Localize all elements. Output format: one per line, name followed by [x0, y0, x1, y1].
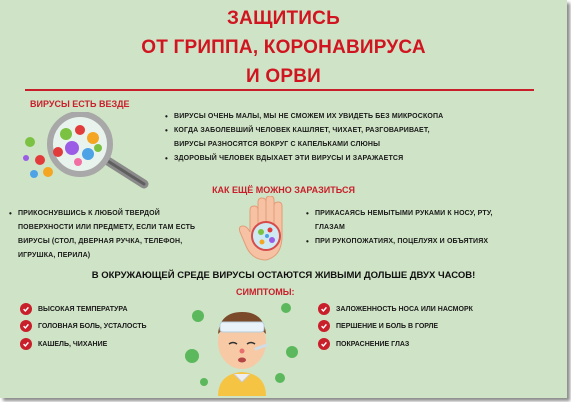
check-icon [20, 303, 32, 315]
section-viruses-everywhere-heading: ВИРУСЫ ЕСТЬ ВЕЗДЕ [30, 99, 130, 109]
title-divider [25, 89, 534, 91]
list-item: • КОГДА ЗАБОЛЕВШИЙ ЧЕЛОВЕК КАШЛЯЕТ, ЧИХАЕТ, РАЗГОВАРИВАЕТ, [164, 124, 524, 138]
list-item: • ПРИКОСНУВШИСЬ К ЛЮБОЙ ТВЕРДОЙ [8, 207, 223, 221]
magnifier-viruses-icon [18, 112, 153, 192]
viruses-facts-list [164, 110, 524, 166]
check-icon [20, 320, 32, 332]
check-icon [20, 338, 32, 350]
symptom-label: ПЕРШЕНИЕ И БОЛЬ В ГОРЛЕ [336, 322, 439, 330]
list-item-continuation: ГЛАЗАМ [315, 224, 345, 231]
list-item-continuation: ИГРУШКА, ПЕРИЛА) [18, 252, 91, 259]
symptom-item [20, 320, 147, 332]
symptom-item [318, 320, 438, 332]
infection-ways-right-list [305, 207, 535, 249]
hand-germs-icon [236, 196, 296, 264]
infection-ways-left-list [8, 207, 223, 263]
list-item: • ПРИ РУКОПОЖАТИЯХ, ПОЦЕЛУЯХ И ОБЪЯТИЯХ [305, 235, 535, 249]
check-icon [318, 303, 330, 315]
section-other-ways-heading: КАК ЕЩЁ МОЖНО ЗАРАЗИТЬСЯ [212, 185, 355, 195]
symptom-label: КАШЕЛЬ, ЧИХАНИЕ [38, 340, 108, 348]
symptom-label: ГОЛОВНАЯ БОЛЬ, УСТАЛОСТЬ [38, 322, 147, 330]
list-item-continuation: ВИРУСЫ РАЗНОСЯТСЯ ВОКРУГ С КАПЕЛЬКАМИ СЛЮНЫ [174, 141, 381, 148]
check-icon [318, 338, 330, 350]
list-item: • ЗДОРОВЫЙ ЧЕЛОВЕК ВДЫХАЕТ ЭТИ ВИРУСЫ И ЗАРАЖАЕТСЯ [164, 152, 524, 166]
list-item: • ПРИКАСАЯСЬ НЕМЫТЫМИ РУКАМИ К НОСУ, РТУ, [305, 207, 535, 221]
title-line-2: ОТ ГРИППА, КОРОНАВИРУСА [141, 37, 426, 58]
check-icon [318, 320, 330, 332]
symptom-item [318, 303, 473, 315]
symptom-item [318, 338, 409, 350]
symptom-item [20, 303, 128, 315]
list-item-continuation: ВИРУСЫ (СТОЛ, ДВЕРНАЯ РУЧКА, ТЕЛЕФОН, [18, 238, 183, 245]
symptom-label: ВЫСОКАЯ ТЕМПЕРАТУРА [38, 305, 128, 313]
symptom-label: ПОКРАСНЕНИЕ ГЛАЗ [336, 340, 410, 348]
symptom-item [20, 338, 107, 350]
list-item-continuation: ПОВЕРХНОСТИ ИЛИ ПРЕДМЕТУ, ЕСЛИ ТАМ ЕСТЬ [18, 224, 196, 231]
title-line-3: И ОРВИ [246, 66, 321, 87]
list-item: • ВИРУСЫ ОЧЕНЬ МАЛЫ, МЫ НЕ СМОЖЕМ ИХ УВИДЕТЬ БЕЗ МИКРОСКОПА [164, 110, 524, 124]
virus-survival-warning: В ОКРУЖАЮЩЕЙ СРЕДЕ ВИРУСЫ ОСТАЮТСЯ ЖИВЫМИ ДОЛЬШЕ ДВУХ ЧАСОВ! [91, 270, 476, 281]
symptom-label: ЗАЛОЖЕННОСТЬ НОСА ИЛИ НАСМОРК [336, 305, 473, 313]
sick-child-icon [182, 296, 302, 398]
title-line-1: ЗАЩИТИСЬ [227, 8, 340, 29]
symptoms-heading: СИМПТОМЫ: [236, 287, 295, 297]
